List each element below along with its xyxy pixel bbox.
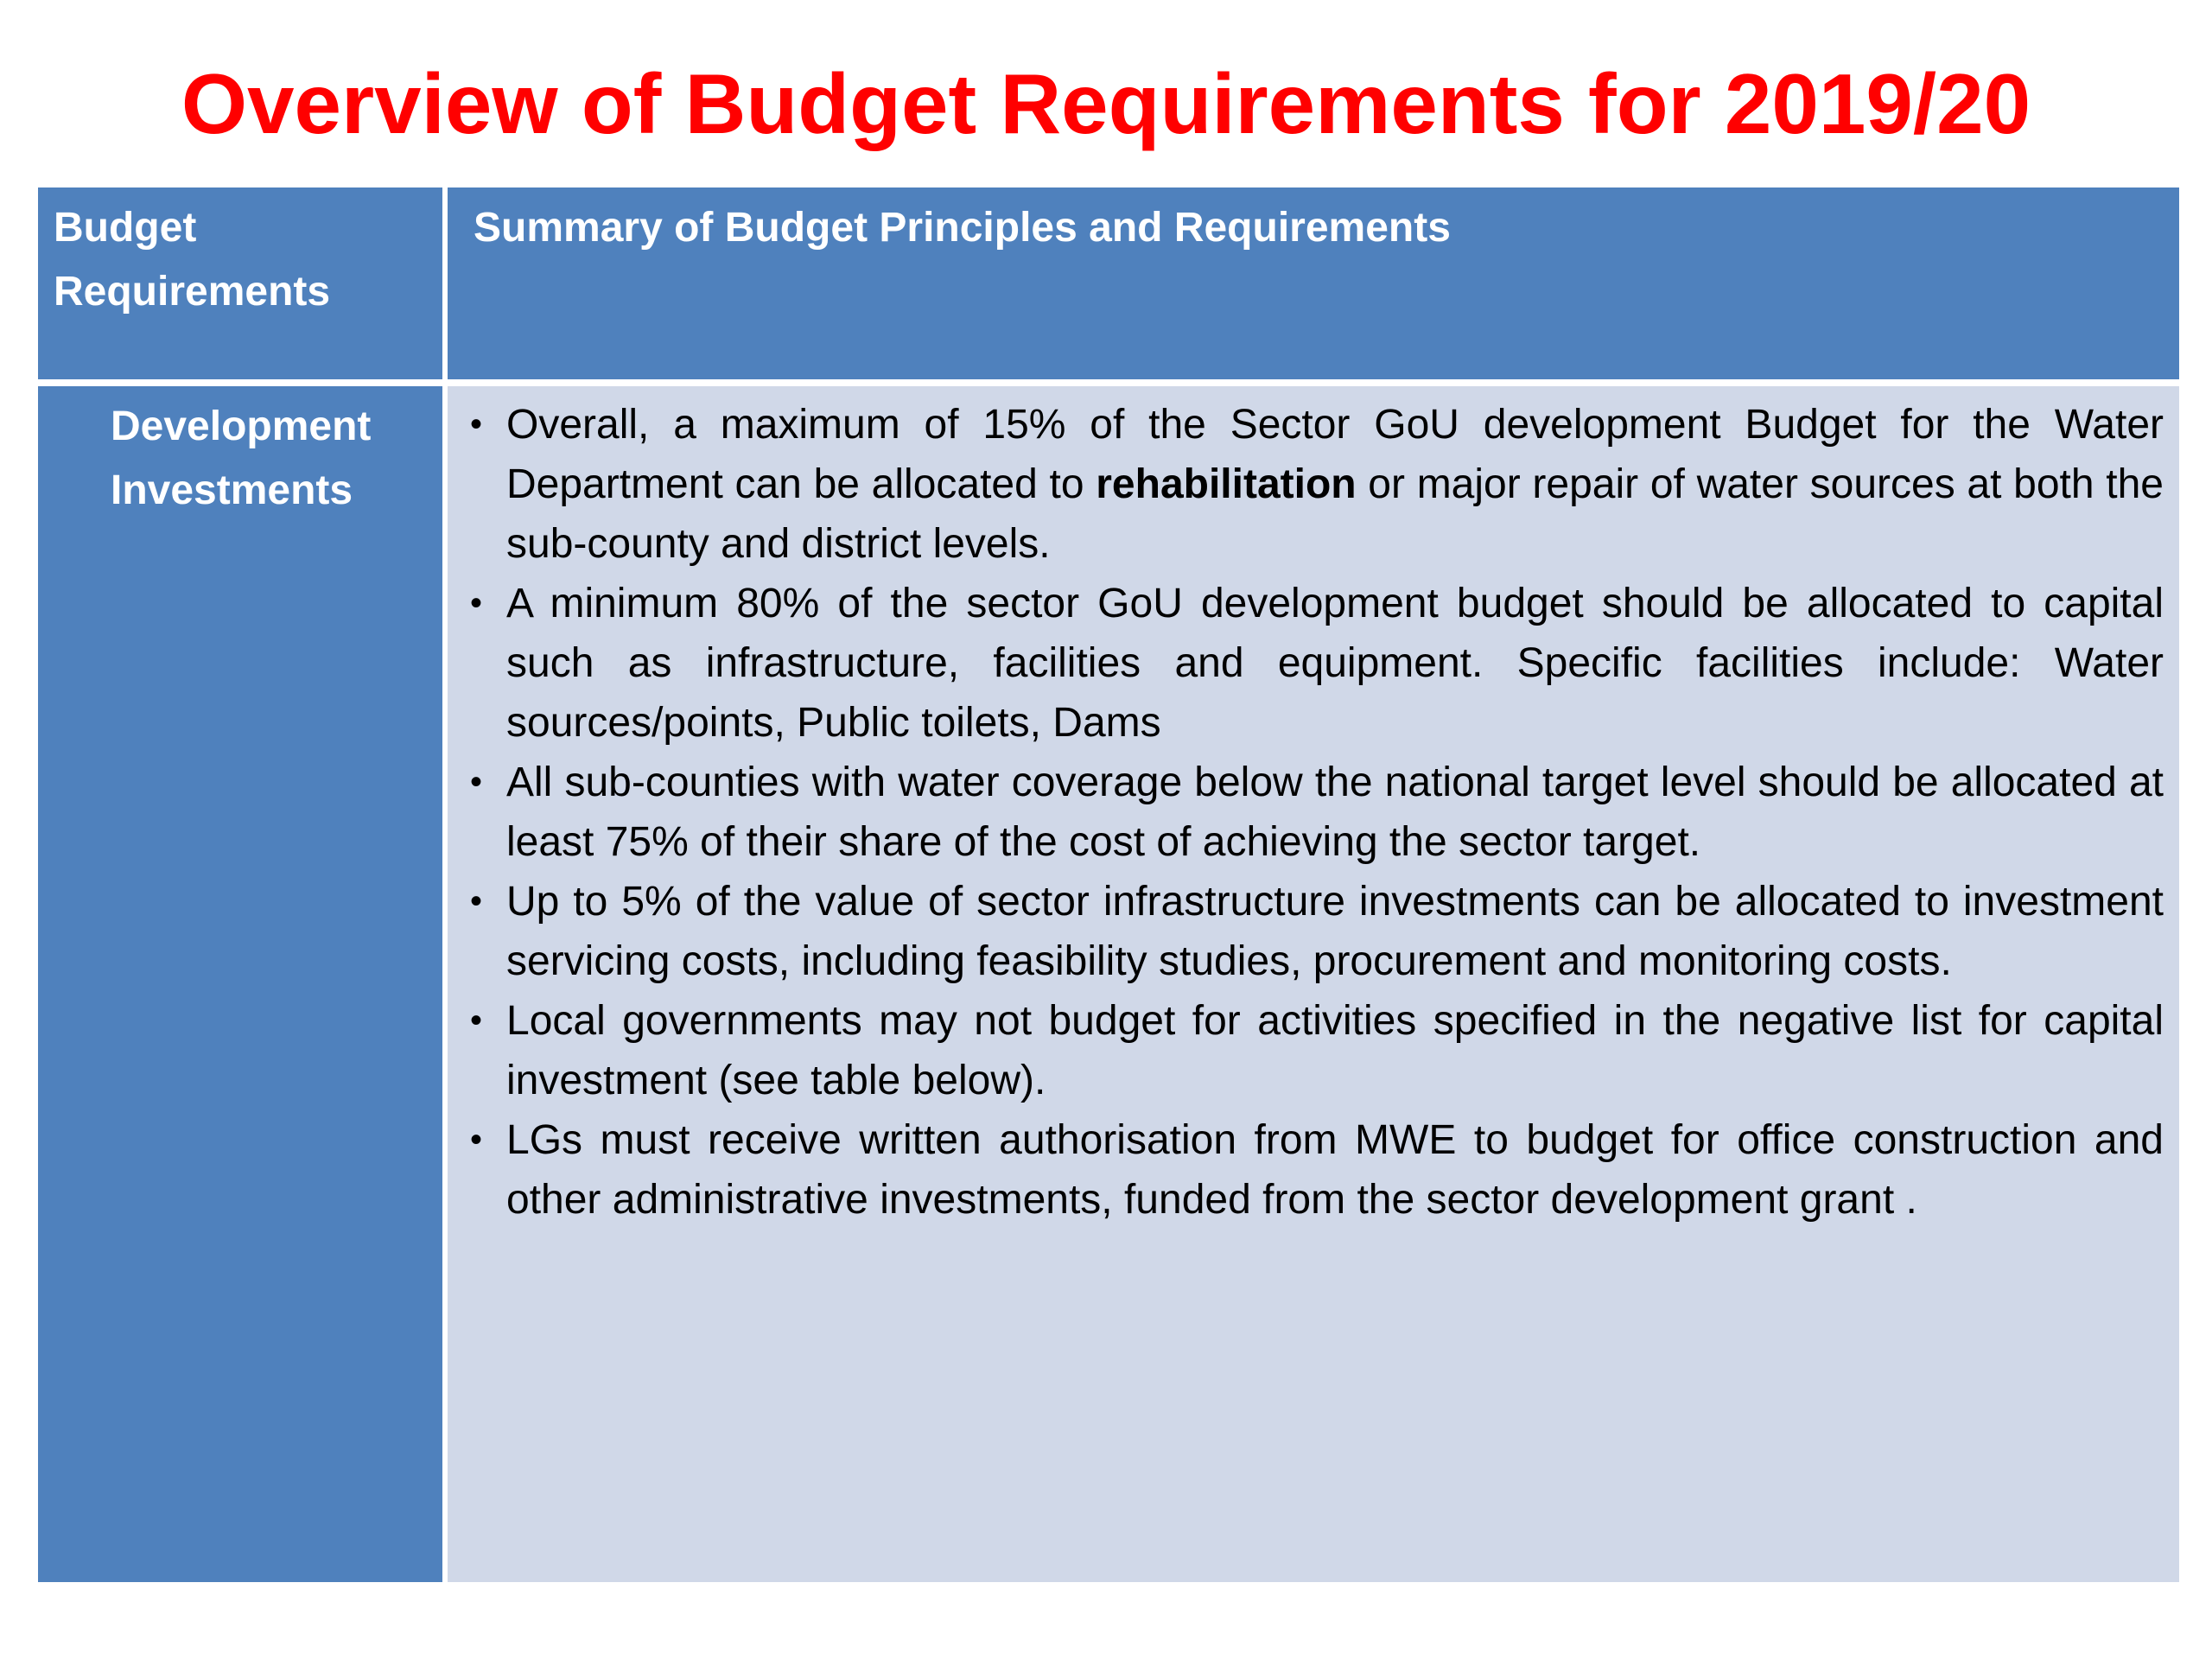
budget-requirements-table bbox=[38, 188, 2179, 1582]
bullet-text: A minimum 80% of the sector GoU development budget should be allocated to capital such as infrastructure, facilities and equipment. Specific facilities include: Water sources/points, Public toilets, Dams bbox=[506, 581, 2164, 746]
bullet-text-part: or major repair of water sources at both the sub-county and district levels. bbox=[506, 461, 2164, 567]
bullet-text-part: Overall, a maximum of 15% of the Sector GoU development Budget for the Water Department can be allocated to bbox=[506, 402, 2164, 507]
requirements-list bbox=[463, 395, 2164, 1230]
bullet-dot-icon: • bbox=[470, 882, 483, 920]
header-cell-budget-requirements bbox=[38, 188, 442, 379]
header-label-line2: Requirements bbox=[54, 269, 331, 315]
bullet-item bbox=[463, 395, 2164, 574]
bullet-text: Up to 5% of the value of sector infrastructure investments can be allocated to investment servicing costs, including feasibility studies, procurement and monitoring costs. bbox=[506, 879, 2164, 984]
bullet-text: Local governments may not budget for activities specified in the negative list for capital investment (see table below). bbox=[506, 998, 2164, 1103]
row-label-line2: Investments bbox=[111, 467, 353, 513]
bullet-dot-icon: • bbox=[470, 763, 483, 801]
bullet-item bbox=[463, 1110, 2164, 1230]
bullet-text: LGs must receive written authorisation from MWE to budget for office construction and other administrative investments, funded from the sector development grant . bbox=[506, 1117, 2164, 1223]
bullet-item bbox=[463, 872, 2164, 991]
row-content-cell bbox=[448, 386, 2179, 1582]
slide-title: Overview of Budget Requirements for 2019/20 bbox=[181, 56, 2031, 151]
header-cell-summary bbox=[448, 188, 2179, 379]
row-label-cell bbox=[38, 386, 442, 1582]
bullet-text: All sub-counties with water coverage below the national target level should be allocated at least 75% of their share of the cost of achieving the sector target. bbox=[506, 760, 2164, 865]
bullet-item bbox=[463, 753, 2164, 872]
bullet-emphasis: rehabilitation bbox=[1096, 461, 1357, 507]
bullet-item bbox=[463, 574, 2164, 753]
bullet-item bbox=[463, 991, 2164, 1110]
header-summary-label: Summary of Budget Principles and Requirements bbox=[474, 205, 1451, 251]
bullet-dot-icon: • bbox=[470, 1001, 483, 1039]
header-label-line1: Budget bbox=[54, 205, 197, 251]
row-label-line1: Development bbox=[111, 404, 372, 449]
bullet-dot-icon: • bbox=[470, 405, 483, 443]
bullet-dot-icon: • bbox=[470, 584, 483, 622]
bullet-dot-icon: • bbox=[470, 1121, 483, 1159]
